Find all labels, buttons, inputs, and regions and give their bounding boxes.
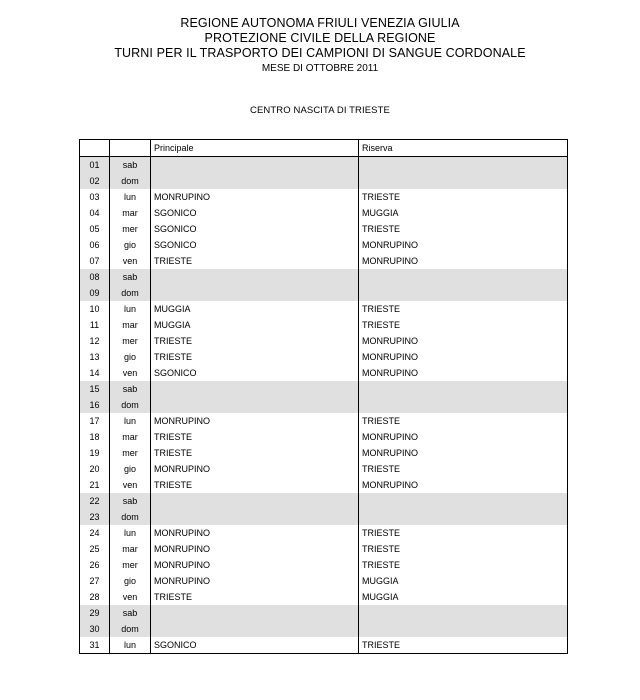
riserva-cell [359,493,568,509]
table-row [80,413,568,429]
principale-cell: MUGGIA [151,317,359,333]
table-row [80,493,568,509]
weekday-cell: dom [110,621,151,637]
day-number-cell: 23 [80,509,110,525]
principale-cell [151,493,359,509]
riserva-cell: TRIESTE [359,413,568,429]
principale-cell: MONRUPINO [151,557,359,573]
day-number-cell: 14 [80,365,110,381]
table-row [80,509,568,525]
riserva-cell: TRIESTE [359,557,568,573]
riserva-cell: MUGGIA [359,205,568,221]
principale-cell [151,157,359,174]
riserva-cell: MONRUPINO [359,429,568,445]
day-number-cell: 31 [80,637,110,654]
weekday-cell: lun [110,301,151,317]
weekday-cell: mar [110,317,151,333]
principale-cell [151,509,359,525]
schedule-table [79,139,568,654]
col-header-day [80,140,110,157]
riserva-cell [359,381,568,397]
table-row [80,301,568,317]
weekday-cell: sab [110,381,151,397]
principale-cell: TRIESTE [151,477,359,493]
riserva-cell [359,397,568,413]
day-number-cell: 06 [80,237,110,253]
day-number-cell: 29 [80,605,110,621]
day-number-cell: 24 [80,525,110,541]
day-number-cell: 19 [80,445,110,461]
table-row [80,461,568,477]
table-row [80,157,568,174]
riserva-cell: MONRUPINO [359,477,568,493]
principale-cell: SGONICO [151,637,359,654]
principale-cell: MONRUPINO [151,525,359,541]
principale-cell: TRIESTE [151,333,359,349]
schedule-body [80,157,568,654]
riserva-cell: TRIESTE [359,637,568,654]
principale-cell: MONRUPINO [151,541,359,557]
table-row [80,317,568,333]
day-number-cell: 20 [80,461,110,477]
table-row [80,445,568,461]
table-header-row [80,140,568,157]
riserva-cell: MONRUPINO [359,445,568,461]
principale-cell: MONRUPINO [151,413,359,429]
table-row [80,381,568,397]
table-row [80,285,568,301]
day-number-cell: 15 [80,381,110,397]
riserva-cell: TRIESTE [359,461,568,477]
weekday-cell: mer [110,333,151,349]
day-number-cell: 10 [80,301,110,317]
weekday-cell: lun [110,637,151,654]
principale-cell [151,381,359,397]
header-region: REGIONE AUTONOMA FRIULI VENEZIA GIULIA [180,16,460,30]
day-number-cell: 22 [80,493,110,509]
table-row [80,589,568,605]
table-row [80,333,568,349]
riserva-cell [359,621,568,637]
day-number-cell: 05 [80,221,110,237]
riserva-cell: TRIESTE [359,221,568,237]
weekday-cell: sab [110,269,151,285]
table-row [80,525,568,541]
weekday-cell: mar [110,541,151,557]
weekday-cell: mar [110,205,151,221]
weekday-cell: mer [110,221,151,237]
principale-cell [151,269,359,285]
riserva-cell [359,173,568,189]
table-row [80,477,568,493]
weekday-cell: mar [110,429,151,445]
table-row [80,221,568,237]
table-row [80,269,568,285]
weekday-cell: ven [110,477,151,493]
riserva-cell: MONRUPINO [359,365,568,381]
principale-cell: TRIESTE [151,349,359,365]
principale-cell: TRIESTE [151,589,359,605]
weekday-cell: sab [110,493,151,509]
principale-cell: SGONICO [151,221,359,237]
riserva-cell: TRIESTE [359,189,568,205]
col-header-weekday [110,140,151,157]
table-row [80,573,568,589]
principale-cell: MONRUPINO [151,573,359,589]
weekday-cell: dom [110,397,151,413]
day-number-cell: 16 [80,397,110,413]
principale-cell: SGONICO [151,365,359,381]
principale-cell: SGONICO [151,237,359,253]
day-number-cell: 01 [80,157,110,174]
weekday-cell: mer [110,445,151,461]
weekday-cell: ven [110,365,151,381]
birth-centre-title: CENTRO NASCITA DI TRIESTE [250,105,390,116]
principale-cell: MONRUPINO [151,189,359,205]
header-title: TURNI PER IL TRASPORTO DEI CAMPIONI DI SANGUE CORDONALE [114,46,526,60]
riserva-cell: MUGGIA [359,573,568,589]
weekday-cell: dom [110,285,151,301]
principale-cell: TRIESTE [151,429,359,445]
day-number-cell: 25 [80,541,110,557]
day-number-cell: 04 [80,205,110,221]
day-number-cell: 12 [80,333,110,349]
day-number-cell: 13 [80,349,110,365]
weekday-cell: ven [110,589,151,605]
riserva-cell [359,269,568,285]
table-row [80,541,568,557]
riserva-cell [359,285,568,301]
day-number-cell: 21 [80,477,110,493]
document-header [0,16,640,75]
riserva-cell: TRIESTE [359,525,568,541]
table-row [80,253,568,269]
day-number-cell: 28 [80,589,110,605]
riserva-cell [359,157,568,174]
header-department: PROTEZIONE CIVILE DELLA REGIONE [204,31,436,45]
principale-cell [151,605,359,621]
principale-cell: TRIESTE [151,445,359,461]
principale-cell: SGONICO [151,205,359,221]
weekday-cell: gio [110,573,151,589]
table-row [80,237,568,253]
day-number-cell: 26 [80,557,110,573]
day-number-cell: 17 [80,413,110,429]
table-row [80,365,568,381]
principale-cell: MONRUPINO [151,461,359,477]
principale-cell [151,173,359,189]
col-header-principale: Principale [151,140,359,157]
weekday-cell: mer [110,557,151,573]
weekday-cell: ven [110,253,151,269]
riserva-cell: TRIESTE [359,317,568,333]
table-row [80,621,568,637]
riserva-cell [359,605,568,621]
riserva-cell: TRIESTE [359,541,568,557]
day-number-cell: 27 [80,573,110,589]
principale-cell [151,621,359,637]
weekday-cell: lun [110,189,151,205]
weekday-cell: gio [110,237,151,253]
weekday-cell: dom [110,509,151,525]
day-number-cell: 03 [80,189,110,205]
weekday-cell: gio [110,461,151,477]
day-number-cell: 08 [80,269,110,285]
day-number-cell: 11 [80,317,110,333]
day-number-cell: 18 [80,429,110,445]
table-row [80,397,568,413]
weekday-cell: gio [110,349,151,365]
table-row [80,173,568,189]
table-row [80,637,568,654]
principale-cell [151,285,359,301]
table-row [80,205,568,221]
day-number-cell: 09 [80,285,110,301]
weekday-cell: lun [110,525,151,541]
riserva-cell [359,509,568,525]
principale-cell: TRIESTE [151,253,359,269]
header-month: MESE DI OTTOBRE 2011 [261,63,379,74]
table-row [80,429,568,445]
riserva-cell: TRIESTE [359,301,568,317]
weekday-cell: dom [110,173,151,189]
weekday-cell: lun [110,413,151,429]
riserva-cell: MONRUPINO [359,349,568,365]
weekday-cell: sab [110,157,151,174]
table-row [80,605,568,621]
riserva-cell: MONRUPINO [359,253,568,269]
day-number-cell: 02 [80,173,110,189]
table-row [80,189,568,205]
col-header-riserva: Riserva [359,140,568,157]
principale-cell [151,397,359,413]
riserva-cell: MONRUPINO [359,237,568,253]
day-number-cell: 07 [80,253,110,269]
principale-cell: MUGGIA [151,301,359,317]
riserva-cell: MONRUPINO [359,333,568,349]
riserva-cell: MUGGIA [359,589,568,605]
day-number-cell: 30 [80,621,110,637]
table-row [80,557,568,573]
weekday-cell: sab [110,605,151,621]
table-row [80,349,568,365]
